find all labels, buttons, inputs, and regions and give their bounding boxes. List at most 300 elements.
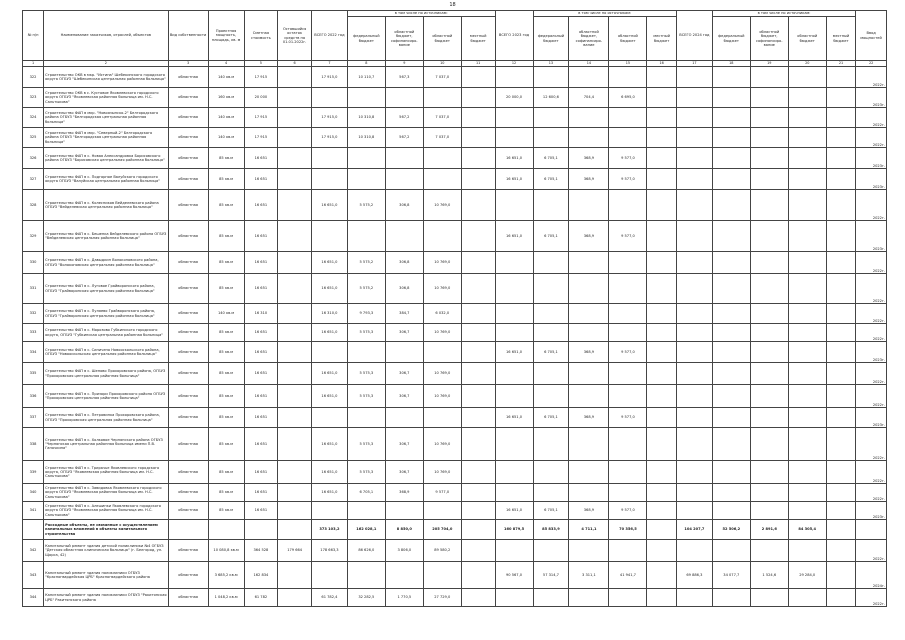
row-number-cell: 323: [23, 88, 44, 108]
cell-c24: [750, 363, 788, 385]
cell-l23: [647, 274, 677, 304]
cell-f23: 12 600,6: [533, 88, 569, 108]
cell-f24: [712, 304, 750, 324]
row-number-cell: 328: [23, 190, 44, 221]
cell-l22: [461, 520, 495, 540]
cell-y24: [676, 274, 712, 304]
cell-l23: [647, 540, 677, 562]
cell-l24: [826, 385, 856, 408]
cell-y23: [495, 304, 533, 324]
cell-c23: [569, 128, 609, 148]
commissioning-year-cell: 2022г.: [856, 428, 887, 461]
cell-y24: [676, 502, 712, 520]
cell-c24: [750, 385, 788, 408]
cell-f22: 10 310,8: [347, 108, 385, 128]
funding-table: [22, 10, 887, 607]
commissioning-year-cell: 2022г.: [856, 324, 887, 342]
table-row: [23, 428, 887, 461]
cell-c24: [750, 190, 788, 221]
cell-f24: [712, 88, 750, 108]
cell-o22: 7 037,0: [423, 108, 461, 128]
cell-f24: [712, 169, 750, 190]
cell-l23: [647, 108, 677, 128]
cell-own: областная: [168, 484, 208, 502]
cell-o22: 10 769,0: [423, 190, 461, 221]
cell-o23: [609, 363, 647, 385]
cell-l22: [461, 221, 495, 252]
cell-c22: 3 806,0: [385, 540, 423, 562]
table-row: [23, 169, 887, 190]
cell-cap: 85 кв.м: [208, 363, 244, 385]
cell-cost: 16 651: [244, 148, 278, 169]
cell-f23: 6 705,1: [533, 342, 569, 363]
cell-c23: [569, 428, 609, 461]
row-number-cell: 331: [23, 274, 44, 304]
cell-own: областная: [168, 562, 208, 589]
cell-y22: 16 651,0: [312, 428, 348, 461]
cell-l22: [461, 589, 495, 607]
cell-o24: [788, 589, 826, 607]
row-number-cell: 325: [23, 128, 44, 148]
cell-o24: [788, 221, 826, 252]
cell-own: областная: [168, 169, 208, 190]
header-group: в том числе по источникам:: [712, 11, 855, 17]
object-name-cell: Строительство ОКВ в с. Кустовое Яковлевского городского округа ОГБУЗ "Яковлевская районная больница им. Н.С. Сальтыкова": [44, 88, 168, 108]
commissioning-year-cell: 2022г.: [856, 190, 887, 221]
cell-f24: [712, 67, 750, 88]
cell-y24: [676, 88, 712, 108]
cell-c23: [569, 67, 609, 88]
cell-rest: [278, 408, 312, 428]
cell-cap: 85 кв.м: [208, 408, 244, 428]
cell-f23: [533, 67, 569, 88]
cell-c24: [750, 108, 788, 128]
row-number-cell: 336: [23, 385, 44, 408]
header-cell: местный бюджет: [461, 17, 495, 61]
cell-l22: [461, 540, 495, 562]
cell-y22: [312, 88, 348, 108]
cell-o23: [609, 385, 647, 408]
cell-cost: 16 651: [244, 408, 278, 428]
cell-c24: [750, 169, 788, 190]
cell-l22: [461, 128, 495, 148]
cell-c22: 306,7: [385, 324, 423, 342]
commissioning-year-cell: 2022г.: [856, 540, 887, 562]
cell-y22: 16 651,0: [312, 252, 348, 274]
cell-own: областная: [168, 540, 208, 562]
cell-o24: [788, 252, 826, 274]
cell-c23: [569, 589, 609, 607]
column-index-cell: 4: [208, 61, 244, 67]
commissioning-year-cell: 2024г.: [856, 562, 887, 589]
cell-o23: 41 941,7: [609, 562, 647, 589]
row-number-cell: 341: [23, 502, 44, 520]
cell-rest: [278, 169, 312, 190]
cell-y23: 16 651,0: [495, 502, 533, 520]
cell-l23: [647, 385, 677, 408]
cell-o24: [788, 67, 826, 88]
cell-y22: [312, 562, 348, 589]
cell-f23: [533, 324, 569, 342]
table-row: [23, 385, 887, 408]
cell-o22: 9 577,0: [423, 484, 461, 502]
cell-c22: 306,8: [385, 190, 423, 221]
cell-l23: [647, 342, 677, 363]
cell-c23: 368,9: [569, 148, 609, 169]
cell-f22: [347, 502, 385, 520]
cell-own: областная: [168, 589, 208, 607]
cell-l22: [461, 562, 495, 589]
cell-l24: [826, 502, 856, 520]
column-index-cell: 18: [712, 61, 750, 67]
cell-y22: [312, 148, 348, 169]
cell-own: областная: [168, 221, 208, 252]
cell-c23: 4 711,1: [569, 520, 609, 540]
object-name-cell: Капитальный ремонт здания поликлиники ОГБУЗ "Красногвардейская ЦРБ" Красногвардейского района: [44, 562, 168, 589]
cell-c24: [750, 461, 788, 484]
header-group: в том числе по источникам:: [347, 11, 495, 17]
cell-y24: [676, 190, 712, 221]
cell-f24: [712, 128, 750, 148]
cell-o22: 10 769,0: [423, 252, 461, 274]
cell-l22: [461, 67, 495, 88]
cell-f24: [712, 274, 750, 304]
cell-cap: 85 кв.м: [208, 148, 244, 169]
commissioning-year-cell: 2023г.: [856, 408, 887, 428]
object-name-cell: Капитальный ремонт здания поликлиники ОГБУЗ "Ракитянская ЦРБ" Ракитянского района: [44, 589, 168, 607]
table-row: [23, 108, 887, 128]
cell-c24: [750, 304, 788, 324]
column-index-cell: 13: [533, 61, 569, 67]
cell-own: областная: [168, 385, 208, 408]
cell-l22: [461, 385, 495, 408]
cell-o23: [609, 128, 647, 148]
cell-rest: [278, 128, 312, 148]
cell-l24: [826, 128, 856, 148]
object-name-cell: Строительство ОКВ в мкр. "Истина" Шебекинского городского округа ОГБУЗ "Шебекинская центральная районная больница": [44, 67, 168, 88]
cell-c24: [750, 589, 788, 607]
cell-own: областная: [168, 304, 208, 324]
cell-c22: 384,7: [385, 304, 423, 324]
column-index-cell: 9: [385, 61, 423, 67]
table-row: [23, 540, 887, 562]
cell-f22: 10 110,7: [347, 67, 385, 88]
cell-c22: 567,2: [385, 108, 423, 128]
commissioning-year-cell: 2023г.: [856, 221, 887, 252]
cell-y24: [676, 221, 712, 252]
cell-cap: 85 кв.м: [208, 252, 244, 274]
commissioning-year-cell: 2022г.: [856, 128, 887, 148]
table-row: [23, 342, 887, 363]
cell-own: областная: [168, 88, 208, 108]
cell-l24: [826, 408, 856, 428]
commissioning-year-cell: 2023г.: [856, 342, 887, 363]
cell-l22: [461, 252, 495, 274]
cell-f23: 6 705,1: [533, 148, 569, 169]
cell-l23: [647, 428, 677, 461]
table-row: [23, 562, 887, 589]
cell-f22: [347, 148, 385, 169]
cell-cap: 140 кв.м: [208, 304, 244, 324]
cell-o24: [788, 342, 826, 363]
cell-o22: 10 769,0: [423, 324, 461, 342]
cell-l24: [826, 342, 856, 363]
cell-c22: [385, 88, 423, 108]
cell-y22: 16 651,0: [312, 190, 348, 221]
cell-o23: 6 695,0: [609, 88, 647, 108]
cell-cap: 140 кв.м: [208, 128, 244, 148]
cell-l23: [647, 589, 677, 607]
column-index-cell: 6: [278, 61, 312, 67]
cell-cap: 160 кв.м: [208, 88, 244, 108]
cell-c23: [569, 274, 609, 304]
cell-o23: 9 577,0: [609, 169, 647, 190]
cell-o24: [788, 324, 826, 342]
cell-l24: [826, 484, 856, 502]
cell-f24: [712, 484, 750, 502]
header-cell: областной бюджет: [609, 17, 647, 61]
cell-c24: [750, 428, 788, 461]
cell-own: областная: [168, 324, 208, 342]
section-row: [23, 520, 887, 540]
cell-o22: [423, 408, 461, 428]
cell-y23: [495, 128, 533, 148]
cell-cap: 85 кв.м: [208, 221, 244, 252]
cell-cost: 16 651: [244, 221, 278, 252]
cell-cost: 16 651: [244, 190, 278, 221]
cell-cost: [244, 520, 278, 540]
cell-l23: [647, 484, 677, 502]
cell-cap: 1 048,2 кв.м: [208, 589, 244, 607]
cell-own: областная: [168, 128, 208, 148]
cell-f22: 5 575,3: [347, 324, 385, 342]
cell-rest: [278, 385, 312, 408]
cell-cap: 3 685,2 кв.м: [208, 562, 244, 589]
cell-c22: [385, 408, 423, 428]
cell-o24: [788, 461, 826, 484]
cell-y22: 16 651,0: [312, 484, 348, 502]
commissioning-year-cell: 2022г.: [856, 274, 887, 304]
row-number-cell: 326: [23, 148, 44, 169]
cell-o23: [609, 428, 647, 461]
cell-l22: [461, 169, 495, 190]
cell-l24: [826, 304, 856, 324]
object-name-cell: Строительство ФАП в с. Колесников Вейделевского района ОГБУЗ "Вейделевская центральная районная больница": [44, 190, 168, 221]
cell-f22: 162 028,1: [347, 520, 385, 540]
row-number-cell: 342: [23, 540, 44, 562]
cell-f22: 9 793,3: [347, 304, 385, 324]
cell-cost: 16 651: [244, 461, 278, 484]
cell-c22: 306,7: [385, 363, 423, 385]
cell-l23: [647, 461, 677, 484]
cell-c24: [750, 540, 788, 562]
header-cell: федеральный бюджет: [712, 17, 750, 61]
cell-cap: 10 080,8 кв.м: [208, 540, 244, 562]
table-row: [23, 502, 887, 520]
header-cell: Сметная стоимость: [244, 11, 278, 61]
cell-o22: 10 769,0: [423, 428, 461, 461]
cell-y22: 16 310,0: [312, 304, 348, 324]
cell-f23: [533, 589, 569, 607]
cell-f22: 6 705,1: [347, 484, 385, 502]
cell-l24: [826, 540, 856, 562]
cell-c22: 368,9: [385, 484, 423, 502]
column-index-cell: 12: [495, 61, 533, 67]
cell-o22: [423, 221, 461, 252]
cell-o23: [609, 252, 647, 274]
cell-l23: [647, 221, 677, 252]
header-cell: областной бюджет: [788, 17, 826, 61]
cell-c22: [385, 148, 423, 169]
row-number-cell: 330: [23, 252, 44, 274]
cell-y22: 178 663,3: [312, 540, 348, 562]
cell-y24: [676, 148, 712, 169]
cell-y22: [312, 502, 348, 520]
cell-y24: [676, 363, 712, 385]
cell-rest: [278, 88, 312, 108]
cell-l22: [461, 428, 495, 461]
commissioning-year-cell: 2022г.: [856, 484, 887, 502]
cell-rest: [278, 148, 312, 169]
cell-l22: [461, 304, 495, 324]
column-index-cell: 10: [423, 61, 461, 67]
cell-c23: [569, 363, 609, 385]
cell-f24: [712, 108, 750, 128]
object-name-cell: Строительство ФАП в с. Призори Прохоровского района ОГБУЗ "Прохоровская центральная районная больница": [44, 385, 168, 408]
cell-y24: [676, 484, 712, 502]
cell-y23: [495, 324, 533, 342]
cell-f23: [533, 128, 569, 148]
cell-cost: 61 782: [244, 589, 278, 607]
cell-l24: [826, 148, 856, 169]
cell-o24: [788, 128, 826, 148]
cell-f22: 86 626,0: [347, 540, 385, 562]
cell-o23: [609, 274, 647, 304]
table-row: [23, 461, 887, 484]
commissioning-year-cell: 2022г.: [856, 589, 887, 607]
cell-cost: 16 310: [244, 304, 278, 324]
cell-c22: [385, 342, 423, 363]
cell-o24: [788, 148, 826, 169]
cell-l22: [461, 148, 495, 169]
object-name-cell: Строительство ФАП в с. Холковое Чернянского района ОГБУЗ "Чернянская центральная районная больница имени П.В. Гапочкина": [44, 428, 168, 461]
cell-c22: [385, 562, 423, 589]
cell-f23: [533, 461, 569, 484]
cell-y23: [495, 67, 533, 88]
cell-rest: [278, 108, 312, 128]
cell-l23: [647, 148, 677, 169]
cell-o22: 10 769,0: [423, 385, 461, 408]
cell-o24: [788, 502, 826, 520]
commissioning-year-cell: [856, 520, 887, 540]
cell-y22: 17 915,0: [312, 67, 348, 88]
cell-c24: [750, 324, 788, 342]
table-row: [23, 221, 887, 252]
cell-o22: 27 729,0: [423, 589, 461, 607]
cell-f23: [533, 540, 569, 562]
cell-cap: 140 кв.м: [208, 67, 244, 88]
cell-y22: [312, 221, 348, 252]
cell-cap: [208, 520, 244, 540]
cell-c24: [750, 274, 788, 304]
cell-f24: [712, 252, 750, 274]
cell-y22: [312, 169, 348, 190]
cell-c22: 1 770,5: [385, 589, 423, 607]
object-name-cell: Строительство ФАП в с. Шеново Прохоровского района, ОГБУЗ "Прохоровская центральная районная больница": [44, 363, 168, 385]
cell-y23: 16 651,0: [495, 408, 533, 428]
cell-o22: 205 704,0: [423, 520, 461, 540]
cell-rest: [278, 363, 312, 385]
cell-o24: [788, 304, 826, 324]
cell-o23: [609, 304, 647, 324]
cell-y24: [676, 428, 712, 461]
cell-c22: [385, 169, 423, 190]
cell-c24: 1 524,6: [750, 562, 788, 589]
cell-cap: 85 кв.м: [208, 461, 244, 484]
column-index-cell: 5: [244, 61, 278, 67]
cell-l24: [826, 67, 856, 88]
cell-c23: [569, 461, 609, 484]
header-cell: Оставшийся остаток средств на 01.01.2022г.: [278, 11, 312, 61]
cell-f22: [347, 408, 385, 428]
table-row: [23, 88, 887, 108]
cell-l24: [826, 363, 856, 385]
cell-rest: [278, 562, 312, 589]
cell-c23: 368,9: [569, 221, 609, 252]
cell-own: областная: [168, 363, 208, 385]
object-name-cell: Строительство ФАП в мкр. "Северный-2" Белгородского района ОГБУЗ "Белгородская центральная районная больница": [44, 128, 168, 148]
cell-o22: 10 769,0: [423, 274, 461, 304]
cell-f23: 6 705,1: [533, 221, 569, 252]
cell-o24: [788, 108, 826, 128]
cell-y22: 61 782,4: [312, 589, 348, 607]
column-index-cell: 3: [168, 61, 208, 67]
cell-o22: [423, 342, 461, 363]
cell-l23: [647, 128, 677, 148]
object-name-cell: Строительство ФАП в с. Алешинки Яковлевского городского округа ОГБУЗ "Яковлевская районная больница им. Н.С. Сальтыкова": [44, 502, 168, 520]
cell-o23: [609, 190, 647, 221]
cell-own: областная: [168, 342, 208, 363]
cell-c22: 8 850,0: [385, 520, 423, 540]
cell-l22: [461, 363, 495, 385]
cell-o24: [788, 408, 826, 428]
commissioning-year-cell: 2022г.: [856, 461, 887, 484]
cell-f23: 6 705,1: [533, 169, 569, 190]
cell-cap: 85 кв.м: [208, 428, 244, 461]
cell-o22: [423, 502, 461, 520]
cell-cost: 16 651: [244, 484, 278, 502]
cell-own: областная: [168, 67, 208, 88]
table-row: [23, 252, 887, 274]
cell-cost: 20 000: [244, 88, 278, 108]
cell-c24: [750, 342, 788, 363]
cell-y23: [495, 108, 533, 128]
cell-own: областная: [168, 408, 208, 428]
cell-rest: [278, 252, 312, 274]
cell-o23: [609, 589, 647, 607]
cell-o22: 10 769,0: [423, 363, 461, 385]
cell-l23: [647, 88, 677, 108]
cell-own: областная: [168, 108, 208, 128]
cell-y23: [495, 190, 533, 221]
cell-o23: [609, 324, 647, 342]
cell-f23: [533, 428, 569, 461]
cell-f24: 52 506,2: [712, 520, 750, 540]
cell-own: областная: [168, 190, 208, 221]
cell-c24: [750, 252, 788, 274]
object-name-cell: Строительство ФАП в с. Давыдкин Волоконовского района, ОГБУЗ "Волоконовская центральная районная больница": [44, 252, 168, 274]
cell-f22: 5 575,2: [347, 190, 385, 221]
